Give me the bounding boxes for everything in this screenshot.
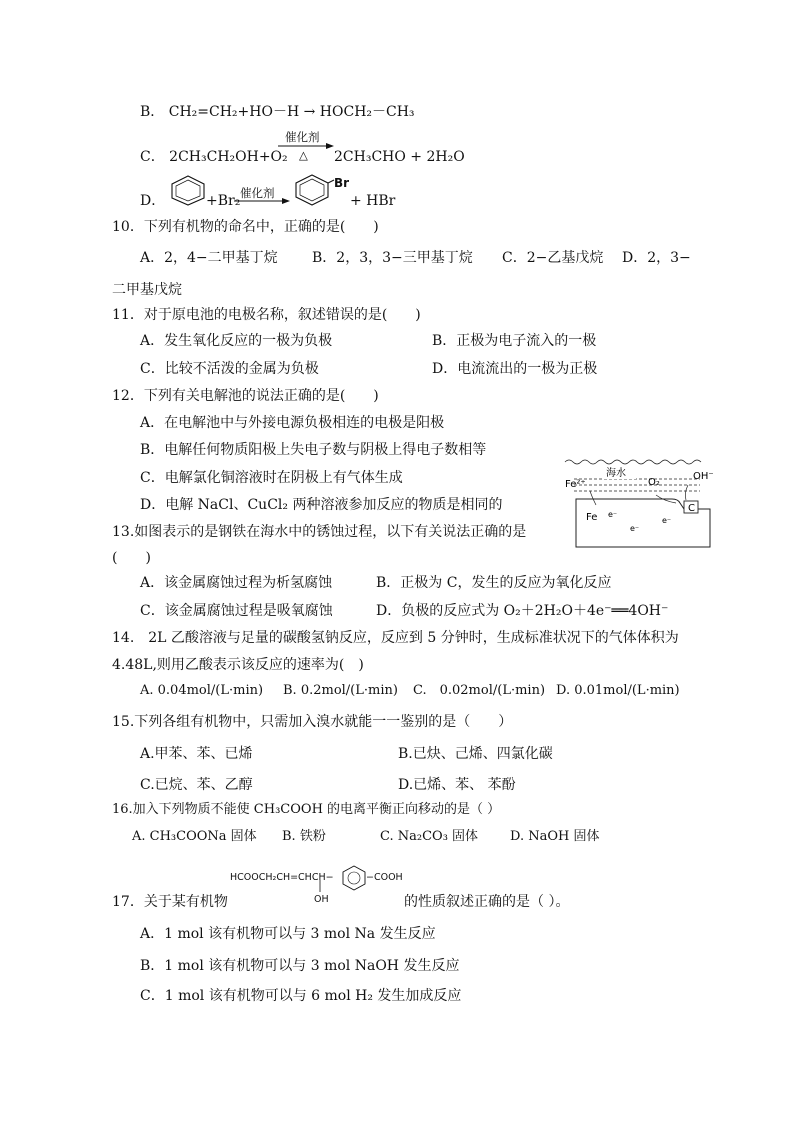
q9-option-d-br: Br: [334, 176, 350, 190]
q15-option-b: B.已炔、己烯、四氯化碳: [398, 746, 553, 762]
q9-option-c-products: 2CH₃CHO + 2H₂O: [334, 149, 465, 165]
q15-stem: 15.下列各组有机物中，只需加入溴水就能一一鉴别的是（ ）: [112, 714, 513, 730]
electron-label-3: e⁻: [662, 516, 672, 525]
q13-option-c: C．该金属腐蚀过程是吸氧腐蚀: [140, 603, 333, 619]
carbon-label: C: [688, 503, 695, 514]
q14-option-d: D. 0.01mol/(L·min): [556, 683, 680, 698]
q16-option-c: C. Na₂CO₃ 固体: [380, 829, 479, 844]
q12-option-d: D．电解 NaCl、CuCl₂ 两种溶液参加反应的物质是相同的: [140, 497, 503, 513]
q11-stem: 11．对于原电池的电极名称，叙述错误的是( ): [112, 307, 421, 323]
q13-option-d: D．负极的反应式为 O₂＋2H₂O＋4e⁻══4OH⁻: [376, 603, 669, 619]
benzene-ring-icon: [168, 174, 208, 206]
seawater-label: 海水: [606, 468, 626, 479]
q9-option-c-heat: △: [299, 148, 308, 162]
q14-option-c: C. 0.02mol/(L·min): [413, 683, 546, 698]
q11-option-c: C．比较不活泼的金属为负极: [140, 361, 319, 377]
q10-option-c: C．2−乙基戊烷: [502, 250, 604, 266]
q15-option-d: D.已烯、苯、 苯酚: [398, 777, 516, 793]
q14-stem-continued: 4.48L,则用乙酸表示该反应的速率为( ): [112, 657, 364, 673]
q17-stem-suffix: 的性质叙述正确的是（ ）。: [404, 894, 570, 910]
q17-structure-right: −COOH: [366, 872, 403, 883]
q16-option-b: B. 铁粉: [282, 829, 326, 844]
q10-option-d: D．2，3−: [622, 250, 691, 266]
q13-option-b: B．正极为 C，发生的反应为氧化反应: [376, 575, 612, 591]
q16-option-d: D. NaOH 固体: [510, 829, 600, 844]
q17-option-b: B．1 mol 该有机物可以与 3 mol NaOH 发生反应: [140, 958, 460, 974]
q12-option-c: C．电解氯化铜溶液时在阴极上有气体生成: [140, 470, 403, 486]
q9-option-c-prefix: C． 2CH₃CH₂OH+O₂: [140, 149, 288, 165]
q17-structure-oh: OH: [314, 894, 329, 905]
q17-structure-left: HCOOCH₂CH=CHCH−: [230, 872, 334, 883]
fe-label: Fe: [586, 512, 598, 523]
steel-corrosion-diagram: [560, 455, 714, 550]
q11-option-b: B．正极为电子流入的一极: [432, 333, 597, 349]
q10-option-a: A．2，4−二甲基丁烷: [140, 250, 278, 266]
q9-option-d-reagent: +Br₂: [206, 193, 241, 209]
q9-option-c-catalyst: 催化剂: [285, 130, 320, 144]
benzene-ring-icon: [340, 864, 368, 892]
q10-option-d-continued: 二甲基戊烷: [112, 282, 182, 298]
o2-label: O₂: [648, 477, 660, 488]
electron-label-1: e⁻: [608, 510, 618, 519]
q10-stem: 10．下列有机物的命名中，正确的是( ): [112, 219, 379, 235]
q17-option-a: A．1 mol 该有机物可以与 3 mol Na 发生反应: [140, 926, 436, 942]
q13-stem-continued: ( ): [112, 550, 151, 566]
q11-option-a: A．发生氧化反应的一极为负极: [140, 333, 333, 349]
reaction-arrow-icon: [234, 197, 292, 205]
q10-option-b: B．2，3，3−三甲基丁烷: [312, 250, 473, 266]
q17-stem-prefix: 17．关于某有机物: [112, 894, 228, 910]
fe2-label: Fe²⁺: [565, 479, 586, 490]
q13-option-a: A．该金属腐蚀过程为析氢腐蚀: [140, 575, 333, 591]
q12-option-b: B．电解任何物质阳极上失电子数与阴极上得电子数相等: [140, 442, 487, 458]
q11-option-d: D．电流流出的一极为正极: [432, 361, 598, 377]
q16-stem: 16.加入下列物质不能使 CH₃COOH 的电离平衡正向移动的是（ ）: [112, 802, 501, 817]
q14-option-b: B. 0.2mol/(L·min): [283, 683, 398, 698]
q12-stem: 12．下列有关电解池的说法正确的是( ): [112, 388, 379, 404]
q9-option-d-suffix: + HBr: [350, 193, 396, 209]
oh-label: OH⁻: [693, 471, 714, 482]
q9-option-d-label: D．: [140, 193, 166, 209]
q15-option-a: A.甲苯、苯、已烯: [140, 746, 253, 762]
q17-option-c: C．1 mol 该有机物可以与 6 mol H₂ 发生加成反应: [140, 988, 462, 1004]
q9-option-d-catalyst: 催化剂: [240, 186, 275, 200]
q14-stem: 14. 2L 乙酸溶液与足量的碳酸氢钠反应，反应到 5 分钟时，生成标准状况下的气体体积为: [112, 630, 679, 646]
q13-stem: 13.如图表示的是钢铁在海水中的锈蚀过程，以下有关说法正确的是: [112, 524, 527, 540]
electron-label-2: e⁻: [630, 524, 640, 533]
q12-option-a: A．在电解池中与外接电源负极相连的电极是阳极: [140, 415, 445, 431]
q9-option-b: B． CH₂=CH₂+HO－H → HOCH₂－CH₃: [140, 104, 415, 120]
q16-option-a: A. CH₃COONa 固体: [132, 829, 257, 844]
q14-option-a: A. 0.04mol/(L·min): [140, 683, 264, 698]
q15-option-c: C.已烷、苯、乙醇: [140, 777, 253, 793]
